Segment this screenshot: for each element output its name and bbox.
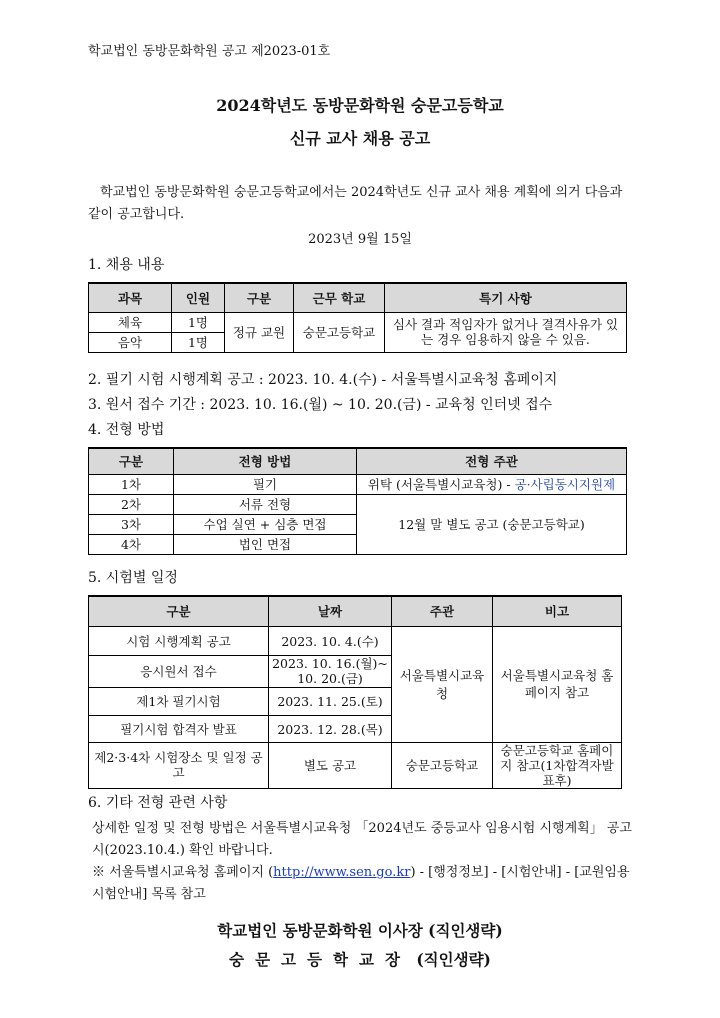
- section6-paragraph: 상세한 일정 및 전형 방법은 서울특별시교육청 「2024년도 중등교사 임용시험 시행계획」 공고 시(2023.10.4.) 확인 바랍니다.: [92, 821, 632, 858]
- notice-number: 학교법인 동방문화학원 공고 제2023-01호: [88, 44, 331, 59]
- table-row: [89, 742, 622, 788]
- date-cell: 2023. 12. 28.(목): [269, 715, 392, 742]
- school-cell: 숭문고등학교: [294, 312, 385, 352]
- col-note: 특기 사항: [385, 283, 627, 312]
- reference-prefix: ※ 서울특별시교육청 홈페이지 (: [92, 865, 274, 880]
- item-cell: 필기시험 합격자 발표: [89, 715, 269, 742]
- col-host: 전형 주관: [357, 448, 627, 474]
- stage-cell: 2차: [89, 494, 174, 514]
- note-cell: 심사 결과 적임자가 없거나 결격사유가 있는 경우 임용하지 않을 수 있음.: [385, 312, 627, 352]
- section2-text: 2. 필기 시험 시행계획 공고 : 2023. 10. 4.(수) - 서울특별시교육청 홈페이지: [88, 372, 558, 388]
- col-subject: 과목: [89, 283, 172, 312]
- reference-suffix: ) - [행정정보] - [시험안내] - [교원임용시험안내] 목록 참고: [92, 865, 630, 902]
- date-cell: 2023. 10. 4.(수): [269, 626, 392, 655]
- host-cell-first: [357, 474, 627, 494]
- col-method: 전형 방법: [174, 448, 357, 474]
- selection-table: [88, 447, 627, 555]
- table-row: [89, 626, 622, 655]
- section6-heading: 6. 기타 전형 관련 사항: [88, 795, 228, 811]
- hiring-table: [88, 282, 627, 353]
- method-cell: 수업 실연 + 심층 면접: [174, 514, 357, 534]
- table-row: [89, 474, 627, 494]
- item-cell: 제2·3·4차 시험장소 및 일정 공고: [89, 742, 269, 788]
- col-remark: 비고: [493, 596, 622, 626]
- col-stage: 구분: [89, 448, 174, 474]
- section3-text: 3. 원서 접수 기간 : 2023. 10. 16.(월) ~ 10. 20.(금) - 교육청 인터넷 접수: [88, 397, 553, 413]
- section5-heading: 5. 시험별 일정: [88, 570, 178, 586]
- method-cell: 필기: [174, 474, 357, 494]
- method-cell: 서류 전형: [174, 494, 357, 514]
- col-school: 근무 학교: [294, 283, 385, 312]
- remark-cell: 숭문고등학교 홈페이지 참고(1차합격자발표후): [493, 742, 622, 788]
- col-item: 구분: [89, 596, 269, 626]
- col-type: 구분: [225, 283, 294, 312]
- host-office-cell: 서울특별시교육청: [392, 626, 493, 742]
- sen-website-link[interactable]: http://www.sen.go.kr: [273, 865, 411, 880]
- col-count: 인원: [172, 283, 225, 312]
- section6-reference: [92, 862, 640, 906]
- footer-chairman: 학교법인 동방문화학원 이사장 (직인생략): [217, 921, 503, 940]
- stage-cell: 1차: [89, 474, 174, 494]
- remark-office-cell: 서울특별시교육청 홈페이지 참고: [493, 626, 622, 742]
- item-cell: 시험 시행계획 공고: [89, 626, 269, 655]
- principal-title: 숭문고등학교장: [229, 950, 411, 969]
- col-host: 주관: [392, 596, 493, 626]
- col-date: 날짜: [269, 596, 392, 626]
- subject-cell: 체육: [89, 312, 172, 332]
- date-cell: 2023. 10. 16.(월)~ 10. 20.(금): [269, 655, 392, 687]
- section4-heading: 4. 전형 방법: [88, 422, 165, 438]
- count-cell: 1명: [172, 312, 225, 332]
- subject-cell: 음악: [89, 332, 172, 352]
- host-cell-rest: 12월 말 별도 공고 (숭문고등학교): [357, 494, 627, 554]
- intro-paragraph: 학교법인 동방문화학원 숭문고등학교에서는 2024학년도 신규 교사 채용 계획에 의거 다음과 같이 공고합니다.: [88, 185, 623, 222]
- date-cell: 2023. 11. 25.(토): [269, 687, 392, 715]
- schedule-table: [88, 595, 622, 789]
- host-cell: 숭문고등학교: [392, 742, 493, 788]
- page-title: 2024학년도 동방문화학원 숭문고등학교: [216, 96, 504, 115]
- principal-seal: (직인생략): [416, 950, 491, 969]
- item-cell: 응시원서 접수: [89, 655, 269, 687]
- table-row: [89, 312, 627, 332]
- page-subtitle: 신규 교사 채용 공고: [289, 129, 431, 148]
- footer-principal: [0, 948, 720, 970]
- count-cell: 1명: [172, 332, 225, 352]
- section1-heading: 1. 채용 내용: [88, 257, 165, 273]
- item-cell: 제1차 필기시험: [89, 687, 269, 715]
- stage-cell: 3차: [89, 514, 174, 534]
- table-row: [89, 494, 627, 514]
- date-cell: 별도 공고: [269, 742, 392, 788]
- host-highlight: 공·사립동시지원제: [514, 477, 616, 492]
- type-cell: 정규 교원: [225, 312, 294, 352]
- notice-date: 2023년 9월 15일: [308, 232, 412, 247]
- stage-cell: 4차: [89, 534, 174, 554]
- method-cell: 법인 면접: [174, 534, 357, 554]
- host-prefix: 위탁 (서울특별시교육청) -: [367, 477, 515, 492]
